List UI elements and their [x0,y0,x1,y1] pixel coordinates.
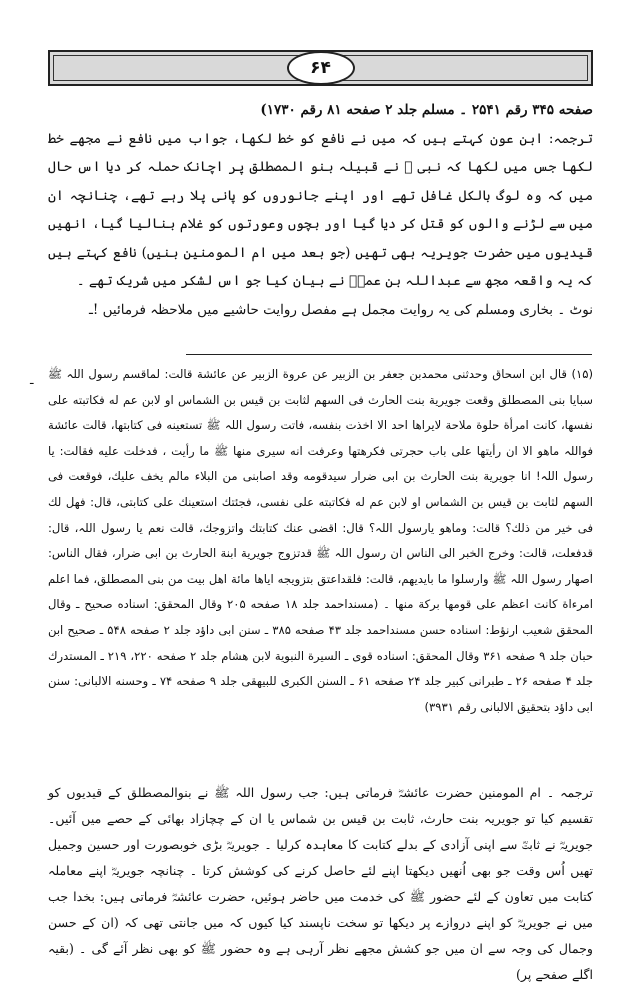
note-line: نوٹ ۔ بخاری ومسلم کی یہ روایت مجمل ہے مفصل روایت حاشیے میں ملاحظہ فرمائیں !ـ [88,301,593,318]
page-number: ۶۴ [287,51,355,85]
footnote-arabic-block [48,362,593,720]
hadith-reference-line: صفحه ۳۴۵ رقم ۲۵۴۱ ۔ مسلم جلد ۲ صفحه ۸۱ رقم ۱۷۳۰) [260,102,593,118]
footnote-marker: ـ [30,373,34,387]
footnote-translation-text: ترجمہ ۔ ام المومنین حضرت عائشہؓ فرماتی ہیں: جب رسول اللہ ﷺ نے بنوالمصطلق کے قیدیوں کو تقسیم کیا تو جویریہ بنت حارث، ثابت بن قیس بن شماس یا ان کے چچازاد بھائی کے حصے میں آئیں۔ جویریہؓ نے ثابتؓ سے اپنی آزادی کے بدلے کتابت کا معاہدہ کرلیا ۔ جویریہؓ بڑی خوبصورت اور حسین وجمیل تھیں اُس وقت جو بھی اُنھیں دیکھتا اپنے لئے حاصل کرنے کی کوشش کرتا ۔ چنانچہ جویریہؓ اپنے معاملہ کتابت میں تعاون کے لئے حضور ﷺ کی خدمت میں حاضر ہوئیں، حضرت عائشہؓ فرماتی ہیں: بخدا جب میں نے جویریہؓ کو اپنے دروازے پر دیکھا تو سخت ناپسند کیا کیوں کہ میں جانتی تھی کہ (ان کے حسن وجمال کی وجہ سے ان میں جو کشش مجھے نظر آرہی ہے وہ حضور ﷺ کو بھی نظر آئے گی ۔ (بقیہ اگلے صفحے پر) [48,785,593,982]
main-text-block [48,96,593,324]
footnote-separator [186,354,592,355]
page-header-band [48,50,593,86]
footnote-translation-block [48,780,593,988]
translation-paragraph: ترجمہ: ابن عون کہتے ہیں کہ میں نے نافع کو خط لکھا، جواب میں نافع نے مجھے خط لکھا جس میں لکھا کہ نبی ﷺ نے قبیلہ بنو المصطلق پر اچانک حملہ کر دیا اس حال میں کہ وہ لوگ بالکل غافل تھے اور اپنے جانوروں کو پانی پلا رہے تھے، چنانچہ ان میں سے لڑنے والوں کو قتل کر دیا گیا اور بچوں وعورتوں کو غلام بنالیا گیا، انھیں قیدیوں میں حضرت جویریہ بھی تھیں (جو بعد میں ام المومنین بنیں) نافع کہتے ہیں کہ یہ واقعہ مجھ سے عبداللہ بن عمرؓ نے بیان کیا جو اس لشکر میں شریک تھے ۔ [48,130,593,289]
footnote-arabic-text: (۱۵) قال ابن اسحاق وحدثنی محمدبن جعفر بن الزبیر عن عروة الزبیر عن عائشة قالت: لماقسم رسول اللہ ﷺ سبایا بنی المصطلق وقعت جویریة بنت الحارث فی السهم لثابت بن قیس بن الشماس او لابن عم له فكاتبته علی نفسها، كانت امرأة حلوة ملاحة لایراها احد الا اخذت بنفسه، فاتت رسول اللہ ﷺ تستعینه فی كتابتها، قالت عائشة فواللہ ماهو الا ان رأیتها علی باب حجرتی فكرهتها وعرفت انه سیری منها ﷺ ما رأیت ، فدخلت علیه فقالت: یا رسول اللہ! انا جویریة بنت الحارث بن ابی ضرار سیدقومه وقد اصابنی من البلاء مالم یخف علیك، فوقعت فی السهم لثابت بن قیس بن الشماس او لابن عم له فكاتبته علی نفسی، فجئتك استعینك علی كتابتی، قال: فهل لك فی خیر من ذلك؟ قالت: وماهو یارسول اللہ؟ قال: اقضی عنك كتابتك واتزوجك، قالت نعم یا رسول اللہ، قال: قدفعلت، قالت: وخرج الخبر الی الناس ان رسول اللہ ﷺ قدتزوج جویریة ابنة الحارث بن ابی ضرار، فقال الناس: اصهار رسول اللہ ﷺ وارسلوا ما بایدیهم، قالت: فلقداعتق بتزویجه ایاها مائة اهل بیت من بنی المصطلق، فما اعلم امرءاة كانت اعظم علی قومها بركة منها ۔ (مسنداحمد جلد ۱۸ صفحه ۲۰۵ وقال المحقق: اسناده صحیح ـ وقال المحقق شعیب ارنؤط: اسناده حسن مسنداحمد جلد ۴۳ صفحه ۳۸۵ ـ سنن ابی داؤد جلد ۲ صفحه ۵۴۸ ـ صحیح ابن حبان جلد ۹ صفحه ۳۶۱ وقال المحقق: اسناده قوی ـ السیرة النبویة لابن هشام جلد ۲ صفحه ۲۲۰، ۲۱۹ ـ المستدرك جلد ۴ صفحه ۲۶ ـ طبرانی كبیر جلد ۲۴ صفحه ۶۱ ـ السنن الكبری للبیهقی جلد ۹ صفحه ۷۴ ـ وحسنه الالبانی: سنن ابی داؤد بتحقیق الالبانی رقم ۳۹۳۱) [48,367,594,714]
